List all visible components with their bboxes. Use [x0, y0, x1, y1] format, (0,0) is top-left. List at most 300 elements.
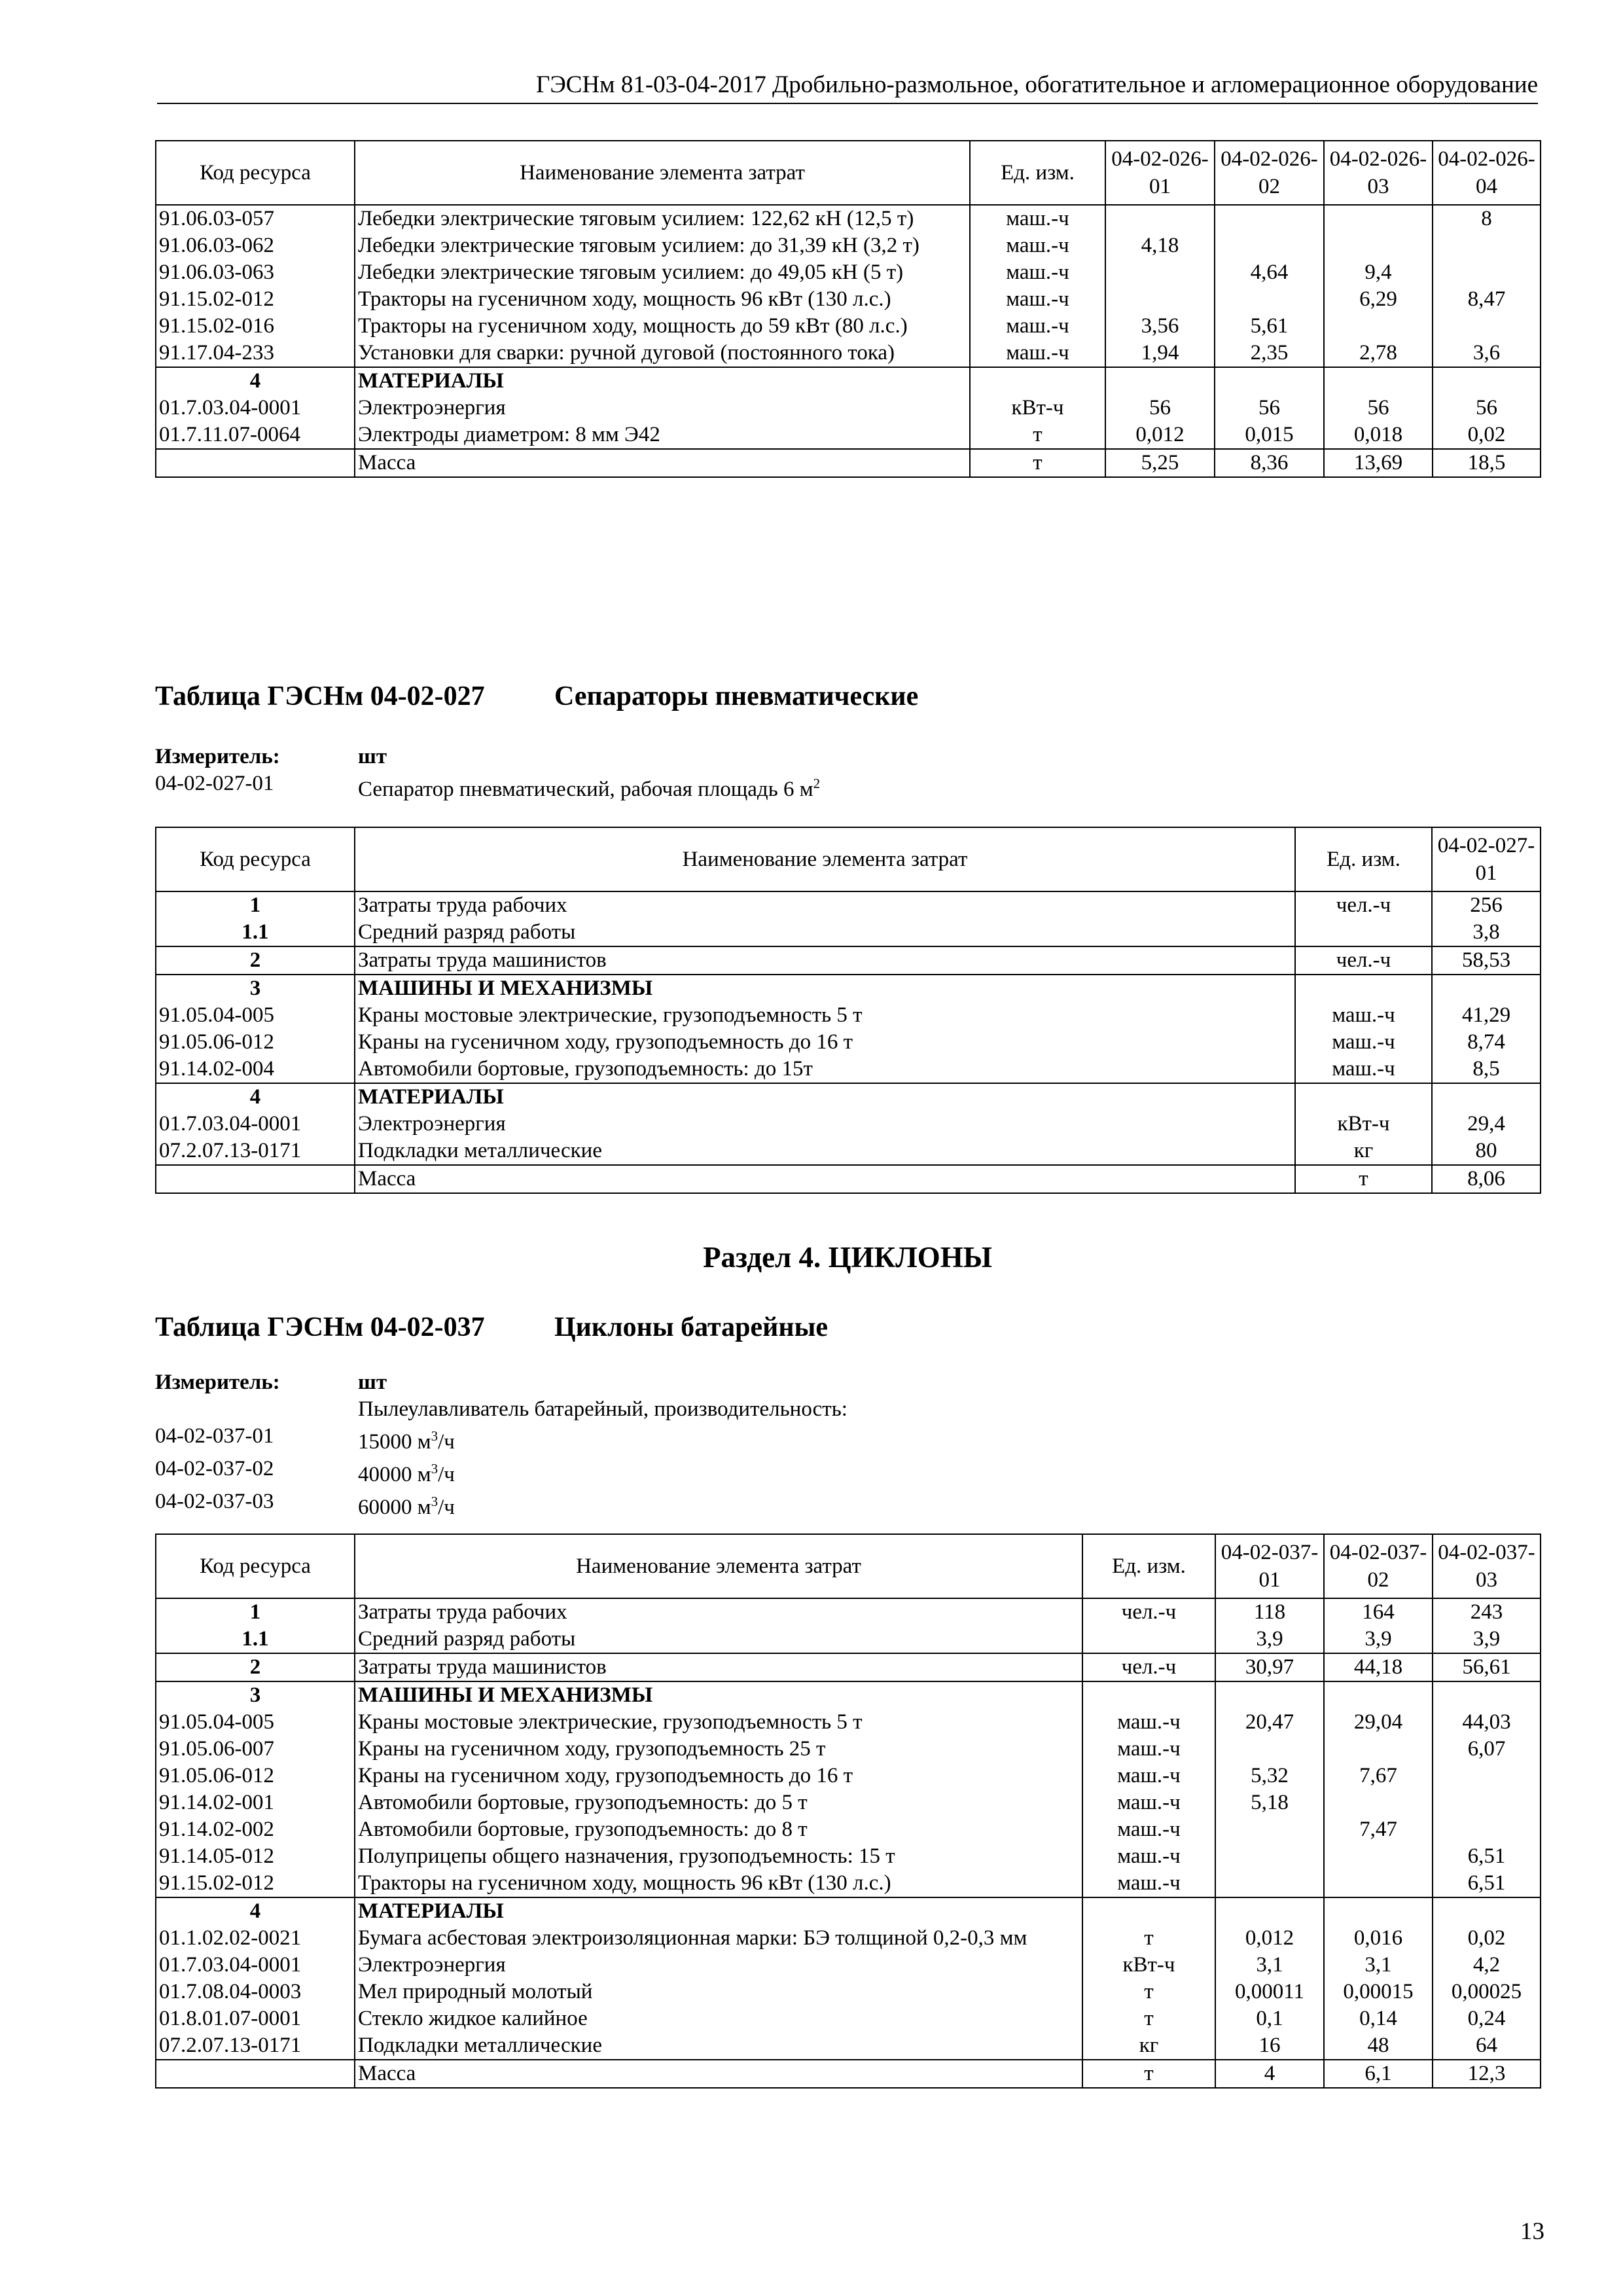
header-unit: Ед. изм. — [1295, 827, 1432, 891]
resource-code: 01.1.02.02-0021 — [156, 1925, 355, 1952]
value-col-1 — [1105, 367, 1215, 395]
resource-code: 91.15.02-012 — [156, 1870, 355, 1897]
resource-code: 07.2.07.13-0171 — [156, 1138, 355, 1165]
resource-name: Тракторы на гусеничном ходу, мощность до 59 кВт (80 л.с.) — [355, 313, 970, 340]
value-col-2 — [1215, 286, 1324, 313]
value-col-3: 6,29 — [1324, 286, 1433, 313]
value-col-3: 44,03 — [1433, 1709, 1541, 1736]
unit: маш.-ч — [970, 205, 1105, 232]
table-row — [156, 340, 1541, 367]
unit: т — [970, 422, 1105, 449]
resource-code: 01.7.08.04-0003 — [156, 1979, 355, 2005]
table-row — [156, 1056, 1541, 1083]
resource-name: Тракторы на гусеничном ходу, мощность 96 кВт (130 л.с.) — [355, 286, 970, 313]
table-row — [156, 919, 1541, 946]
resource-code: 91.14.02-001 — [156, 1789, 355, 1816]
value-col-2: 0,016 — [1324, 1925, 1433, 1952]
value-col-2 — [1215, 367, 1324, 395]
table-row — [156, 286, 1541, 313]
resource-code: 2 — [156, 1653, 355, 1681]
resource-code: 91.06.03-057 — [156, 205, 355, 232]
resource-name: МАШИНЫ И МЕХАНИЗМЫ — [355, 975, 1295, 1002]
table-row — [156, 449, 1541, 477]
value-col-2 — [1324, 1736, 1433, 1763]
meter-block-037 — [155, 1369, 847, 1521]
value-col-2: 164 — [1324, 1598, 1433, 1626]
resource-code: 91.06.03-062 — [156, 232, 355, 259]
value-col-1: 4 — [1215, 2060, 1324, 2088]
header-col-1: 04-02-037-01 — [1215, 1534, 1324, 1598]
value-col-1 — [1432, 975, 1541, 1002]
value-col-1: 8,74 — [1432, 1029, 1541, 1056]
value-col-3: 0,018 — [1324, 422, 1433, 449]
header-code: Код ресурса — [156, 141, 355, 205]
table-row — [156, 395, 1541, 422]
table-row — [156, 1816, 1541, 1843]
value-col-1 — [1215, 1681, 1324, 1709]
value-col-1 — [1105, 205, 1215, 232]
header-name: Наименование элемента затрат — [355, 141, 970, 205]
unit: маш.-ч — [970, 232, 1105, 259]
value-col-2: 3,1 — [1324, 1952, 1433, 1979]
table-row — [156, 1626, 1541, 1653]
resource-code: 91.06.03-063 — [156, 259, 355, 286]
value-col-4: 8,47 — [1433, 286, 1541, 313]
header-col-2: 04-02-026-02 — [1215, 141, 1324, 205]
resource-code: 2 — [156, 946, 355, 975]
value-col-3 — [1324, 313, 1433, 340]
resource-code: 91.05.04-005 — [156, 1709, 355, 1736]
resource-code: 91.14.02-004 — [156, 1056, 355, 1083]
unit: чел.-ч — [1295, 891, 1432, 919]
item-code: 04-02-027-01 — [155, 772, 274, 795]
unit: маш.-ч — [1082, 1736, 1215, 1763]
header-col-4: 04-02-026-04 — [1433, 141, 1541, 205]
value-col-3: 56,61 — [1433, 1653, 1541, 1681]
table-number: Таблица ГЭСНм 04-02-027 — [155, 681, 485, 711]
resource-name: Бумага асбестовая электроизоляционная марки: БЭ толщиной 0,2-0,3 мм — [355, 1925, 1082, 1952]
table-title-037 — [155, 1312, 828, 1343]
value-col-1: 56 — [1105, 395, 1215, 422]
resource-code: 01.8.01.07-0001 — [156, 2005, 355, 2032]
unit: кВт-ч — [1295, 1111, 1432, 1138]
value-col-1 — [1215, 1816, 1324, 1843]
table-header-row — [156, 141, 1541, 205]
value-col-3 — [1433, 1897, 1541, 1925]
value-col-2: 44,18 — [1324, 1653, 1433, 1681]
resource-code: 91.17.04-233 — [156, 340, 355, 367]
section-title: Раздел 4. ЦИКЛОНЫ — [703, 1241, 992, 1274]
header-col-1: 04-02-027-01 — [1432, 827, 1541, 891]
table-row — [156, 891, 1541, 919]
value-col-1 — [1215, 1736, 1324, 1763]
value-col-4: 8 — [1433, 205, 1541, 232]
value-col-2: 56 — [1215, 395, 1324, 422]
table-row — [156, 1165, 1541, 1193]
running-header: ГЭСНм 81-03-04-2017 Дробильно-размольное, обогатительное и агломерационное оборудование — [157, 71, 1538, 104]
resource-name: Масса — [355, 449, 970, 477]
value-col-2: 4,64 — [1215, 259, 1324, 286]
value-col-2 — [1324, 1681, 1433, 1709]
value-col-1: 20,47 — [1215, 1709, 1324, 1736]
table-row — [156, 1598, 1541, 1626]
unit: маш.-ч — [1082, 1709, 1215, 1736]
value-col-1: 3,56 — [1105, 313, 1215, 340]
resource-code: 3 — [156, 1681, 355, 1709]
header-code: Код ресурса — [156, 1534, 355, 1598]
meter-block-027 — [155, 744, 820, 803]
item-text: 40000 $м^3/ч$ — [358, 1461, 455, 1486]
table-04-02-026 — [155, 140, 1541, 478]
resource-name: Краны на гусеничном ходу, грузоподъемность 25 т — [355, 1736, 1082, 1763]
value-col-3 — [1433, 1789, 1541, 1816]
unit: кг — [1295, 1138, 1432, 1165]
resource-name: Краны мостовые электрические, грузоподъемность 5 т — [355, 1709, 1082, 1736]
unit: маш.-ч — [1082, 1789, 1215, 1816]
unit: маш.-ч — [970, 340, 1105, 367]
table-row — [156, 1843, 1541, 1870]
value-col-2: 7,47 — [1324, 1816, 1433, 1843]
value-col-3: 13,69 — [1324, 449, 1433, 477]
table-row — [156, 1111, 1541, 1138]
table-row — [156, 367, 1541, 395]
resource-code: 07.2.07.13-0171 — [156, 2032, 355, 2060]
table-row — [156, 1083, 1541, 1111]
value-col-1: 4,18 — [1105, 232, 1215, 259]
table-row — [156, 1736, 1541, 1763]
meter-label: Измеритель: — [155, 1371, 280, 1394]
unit: т — [1082, 1925, 1215, 1952]
unit: маш.-ч — [1295, 1056, 1432, 1083]
resource-name: Электроэнергия — [355, 1952, 1082, 1979]
value-col-1: 0,012 — [1215, 1925, 1324, 1952]
table-row — [156, 1925, 1541, 1952]
resource-name: Затраты труда рабочих — [355, 1598, 1082, 1626]
header-col-1: 04-02-026-01 — [1105, 141, 1215, 205]
header-unit: Ед. изм. — [1082, 1534, 1215, 1598]
value-col-4 — [1433, 313, 1541, 340]
value-col-4: 0,02 — [1433, 422, 1541, 449]
unit: маш.-ч — [1295, 1029, 1432, 1056]
resource-name: Краны на гусеничном ходу, грузоподъемность до 16 т — [355, 1763, 1082, 1789]
resource-code: 3 — [156, 975, 355, 1002]
page-number: 13 — [1520, 2218, 1544, 2245]
value-col-1: 3,8 — [1432, 919, 1541, 946]
table-04-02-027 — [155, 827, 1541, 1194]
value-col-3: 6,51 — [1433, 1870, 1541, 1897]
table-row — [156, 1870, 1541, 1897]
value-col-1: 30,97 — [1215, 1653, 1324, 1681]
resource-name: Установки для сварки: ручной дуговой (постоянного тока) — [355, 340, 970, 367]
value-col-3: 9,4 — [1324, 259, 1433, 286]
value-col-3: 6,51 — [1433, 1843, 1541, 1870]
value-col-3: 12,3 — [1433, 2060, 1541, 2088]
unit: т — [1082, 1979, 1215, 2005]
table-row — [156, 2005, 1541, 2032]
value-col-2: 7,67 — [1324, 1763, 1433, 1789]
resource-name: Мел природный молотый — [355, 1979, 1082, 2005]
resource-name: МАТЕРИАЛЫ — [355, 367, 970, 395]
resource-code: 91.05.06-012 — [156, 1029, 355, 1056]
table-header-row — [156, 1534, 1541, 1598]
value-col-3 — [1324, 205, 1433, 232]
resource-name: Лебедки электрические тяговым усилием: до 49,05 кН (5 т) — [355, 259, 970, 286]
resource-name: Средний разряд работы — [355, 1626, 1082, 1653]
value-col-1: 29,4 — [1432, 1111, 1541, 1138]
value-col-1 — [1215, 1870, 1324, 1897]
resource-code: 91.15.02-016 — [156, 313, 355, 340]
value-col-1: 3,1 — [1215, 1952, 1324, 1979]
unit: маш.-ч — [970, 259, 1105, 286]
value-col-1 — [1105, 286, 1215, 313]
value-col-1 — [1215, 1843, 1324, 1870]
meter-label: Измеритель: — [155, 745, 280, 768]
value-col-3: 56 — [1324, 395, 1433, 422]
unit: маш.-ч — [970, 286, 1105, 313]
unit: маш.-ч — [1082, 1763, 1215, 1789]
item-text: 60000 $м^3/ч$ — [358, 1494, 455, 1519]
unit: т — [1295, 1165, 1432, 1193]
resource-code: 1 — [156, 1598, 355, 1626]
header-col-3: 04-02-026-03 — [1324, 141, 1433, 205]
value-col-1: 256 — [1432, 891, 1541, 919]
resource-name: Затраты труда машинистов — [355, 946, 1295, 975]
value-col-3 — [1433, 1681, 1541, 1709]
table-row — [156, 1138, 1541, 1165]
table-row — [156, 313, 1541, 340]
table-row — [156, 1897, 1541, 1925]
item-text: Сепаратор пневматический, рабочая площадь 6 $м^2$ — [358, 776, 821, 801]
table-row — [156, 1653, 1541, 1681]
unit — [1295, 919, 1432, 946]
resource-name: Затраты труда рабочих — [355, 891, 1295, 919]
value-col-2: 8,36 — [1215, 449, 1324, 477]
value-col-2 — [1324, 1789, 1433, 1816]
header-name: Наименование элемента затрат — [355, 827, 1295, 891]
table-row — [156, 1709, 1541, 1736]
value-col-3: 3,9 — [1433, 1626, 1541, 1653]
resource-name: Лебедки электрические тяговым усилием: 122,62 кН (12,5 т) — [355, 205, 970, 232]
table-04-02-037 — [155, 1534, 1541, 2089]
value-col-3 — [1324, 367, 1433, 395]
value-col-3: 0,02 — [1433, 1925, 1541, 1952]
value-col-2 — [1215, 205, 1324, 232]
value-col-4 — [1433, 259, 1541, 286]
table-row — [156, 1681, 1541, 1709]
resource-code: 4 — [156, 1083, 355, 1111]
resource-name: Затраты труда машинистов — [355, 1653, 1082, 1681]
value-col-3: 64 — [1433, 2032, 1541, 2060]
value-col-1: 5,25 — [1105, 449, 1215, 477]
table-row — [156, 1002, 1541, 1029]
value-col-3: 0,24 — [1433, 2005, 1541, 2032]
table-header-row — [156, 827, 1541, 891]
table-row — [156, 205, 1541, 232]
table-name: Циклоны батарейные — [554, 1312, 829, 1342]
unit: кг — [1082, 2032, 1215, 2060]
value-col-1: 1,94 — [1105, 340, 1215, 367]
resource-code: 01.7.03.04-0001 — [156, 1111, 355, 1138]
value-col-1: 0,1 — [1215, 2005, 1324, 2032]
value-col-1: 41,29 — [1432, 1002, 1541, 1029]
unit: чел.-ч — [1295, 946, 1432, 975]
resource-code: 01.7.03.04-0001 — [156, 395, 355, 422]
resource-name: Подкладки металлические — [355, 1138, 1295, 1165]
value-col-1 — [1105, 259, 1215, 286]
value-col-1: 3,9 — [1215, 1626, 1324, 1653]
resource-name: Автомобили бортовые, грузоподъемность: до 15т — [355, 1056, 1295, 1083]
resource-code: 4 — [156, 1897, 355, 1925]
resource-code: 91.05.06-007 — [156, 1736, 355, 1763]
table-row — [156, 1952, 1541, 1979]
value-col-2: 6,1 — [1324, 2060, 1433, 2088]
resource-name: МАТЕРИАЛЫ — [355, 1083, 1295, 1111]
unit — [1295, 1083, 1432, 1111]
table-title-027 — [155, 681, 918, 712]
resource-code: 91.05.04-005 — [156, 1002, 355, 1029]
value-col-1: 8,5 — [1432, 1056, 1541, 1083]
table-number: Таблица ГЭСНм 04-02-037 — [155, 1312, 485, 1342]
value-col-4: 18,5 — [1433, 449, 1541, 477]
resource-code: 1.1 — [156, 919, 355, 946]
value-col-2: 0,00015 — [1324, 1979, 1433, 2005]
unit: чел.-ч — [1082, 1653, 1215, 1681]
resource-code: 01.7.03.04-0001 — [156, 1952, 355, 1979]
resource-name: Масса — [355, 2060, 1082, 2088]
value-col-4: 3,6 — [1433, 340, 1541, 367]
resource-code — [156, 2060, 355, 2088]
resource-name: Автомобили бортовые, грузоподъемность: до 5 т — [355, 1789, 1082, 1816]
value-col-3 — [1324, 232, 1433, 259]
resource-code: 1 — [156, 891, 355, 919]
value-col-2: 2,35 — [1215, 340, 1324, 367]
meter-unit: шт — [358, 745, 387, 768]
value-col-4: 56 — [1433, 395, 1541, 422]
unit — [1082, 1897, 1215, 1925]
resource-code — [156, 1165, 355, 1193]
table-row — [156, 2060, 1541, 2088]
item-code: 04-02-037-03 — [155, 1490, 274, 1513]
resource-name: Лебедки электрические тяговым усилием: до 31,39 кН (3,2 т) — [355, 232, 970, 259]
resource-name: Средний разряд работы — [355, 919, 1295, 946]
value-col-3: 2,78 — [1324, 340, 1433, 367]
table-row — [156, 259, 1541, 286]
value-col-3 — [1433, 1816, 1541, 1843]
resource-code: 91.05.06-012 — [156, 1763, 355, 1789]
item-text: 15000 $м^3/ч$ — [358, 1428, 455, 1454]
value-col-2 — [1324, 1843, 1433, 1870]
table-row — [156, 422, 1541, 449]
meter-description: Пылеулавливатель батарейный, производительность: — [358, 1397, 847, 1421]
unit — [1082, 1681, 1215, 1709]
resource-code: 4 — [156, 367, 355, 395]
value-col-1: 80 — [1432, 1138, 1541, 1165]
unit: т — [1082, 2005, 1215, 2032]
value-col-4 — [1433, 232, 1541, 259]
table-row — [156, 2032, 1541, 2060]
value-col-2 — [1215, 232, 1324, 259]
resource-name: Электроэнергия — [355, 395, 970, 422]
meter-unit: шт — [358, 1371, 387, 1394]
value-col-2: 3,9 — [1324, 1626, 1433, 1653]
value-col-3 — [1433, 1763, 1541, 1789]
unit: маш.-ч — [1082, 1816, 1215, 1843]
resource-name: Подкладки металлические — [355, 2032, 1082, 2060]
value-col-1 — [1432, 1083, 1541, 1111]
value-col-3: 4,2 — [1433, 1952, 1541, 1979]
unit: маш.-ч — [1082, 1870, 1215, 1897]
unit: маш.-ч — [970, 313, 1105, 340]
value-col-2: 48 — [1324, 2032, 1433, 2060]
header-name: Наименование элемента затрат — [355, 1534, 1082, 1598]
resource-code: 01.7.11.07-0064 — [156, 422, 355, 449]
resource-code: 1.1 — [156, 1626, 355, 1653]
unit: т — [970, 449, 1105, 477]
value-col-3: 6,07 — [1433, 1736, 1541, 1763]
table-row — [156, 1979, 1541, 2005]
resource-name: Стекло жидкое калийное — [355, 2005, 1082, 2032]
value-col-1: 5,32 — [1215, 1763, 1324, 1789]
value-col-1: 58,53 — [1432, 946, 1541, 975]
value-col-2: 0,14 — [1324, 2005, 1433, 2032]
resource-code: 91.14.02-002 — [156, 1816, 355, 1843]
value-col-3: 0,00025 — [1433, 1979, 1541, 2005]
header-col-2: 04-02-037-02 — [1324, 1534, 1433, 1598]
header-unit: Ед. изм. — [970, 141, 1105, 205]
table-row — [156, 1029, 1541, 1056]
value-col-2 — [1324, 1897, 1433, 1925]
table-name: Сепараторы пневматические — [554, 681, 919, 711]
value-col-3: 243 — [1433, 1598, 1541, 1626]
value-col-1: 16 — [1215, 2032, 1324, 2060]
resource-name: МАТЕРИАЛЫ — [355, 1897, 1082, 1925]
table-row — [156, 1763, 1541, 1789]
resource-name: Электроэнергия — [355, 1111, 1295, 1138]
resource-name: Масса — [355, 1165, 1295, 1193]
table-row — [156, 1789, 1541, 1816]
value-col-1: 0,012 — [1105, 422, 1215, 449]
unit: маш.-ч — [1295, 1002, 1432, 1029]
value-col-4 — [1433, 367, 1541, 395]
resource-name: МАШИНЫ И МЕХАНИЗМЫ — [355, 1681, 1082, 1709]
header-col-3: 04-02-037-03 — [1433, 1534, 1541, 1598]
table-row — [156, 946, 1541, 975]
value-col-2 — [1324, 1870, 1433, 1897]
resource-code — [156, 449, 355, 477]
table-row — [156, 975, 1541, 1002]
value-col-2: 5,61 — [1215, 313, 1324, 340]
unit: кВт-ч — [970, 395, 1105, 422]
resource-name: Автомобили бортовые, грузоподъемность: до 8 т — [355, 1816, 1082, 1843]
value-col-1: 0,00011 — [1215, 1979, 1324, 2005]
table-row — [156, 232, 1541, 259]
value-col-1 — [1215, 1897, 1324, 1925]
header-code: Код ресурса — [156, 827, 355, 891]
item-code: 04-02-037-01 — [155, 1424, 274, 1448]
resource-name: Полуприцепы общего назначения, грузоподъемность: 15 т — [355, 1843, 1082, 1870]
resource-name: Электроды диаметром: 8 мм Э42 — [355, 422, 970, 449]
resource-name: Краны на гусеничном ходу, грузоподъемность до 16 т — [355, 1029, 1295, 1056]
resource-code: 91.15.02-012 — [156, 286, 355, 313]
unit — [1295, 975, 1432, 1002]
unit — [1082, 1626, 1215, 1653]
unit: маш.-ч — [1082, 1843, 1215, 1870]
value-col-1: 118 — [1215, 1598, 1324, 1626]
resource-name: Тракторы на гусеничном ходу, мощность 96 кВт (130 л.с.) — [355, 1870, 1082, 1897]
unit — [970, 367, 1105, 395]
value-col-1: 8,06 — [1432, 1165, 1541, 1193]
resource-name: Краны мостовые электрические, грузоподъемность 5 т — [355, 1002, 1295, 1029]
